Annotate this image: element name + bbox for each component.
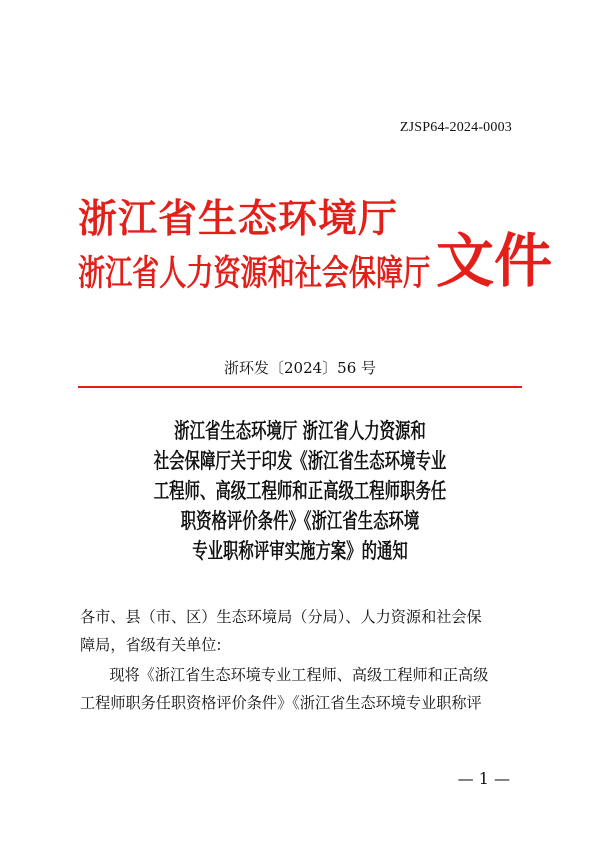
title-line: 浙江省生态环境厅 浙江省人力资源和 <box>174 419 426 443</box>
page-number: — 1 — <box>457 769 510 788</box>
title-line: 社会保障厅关于印发《浙江省生态环境专业 <box>153 449 447 473</box>
title-line: 工程师、高级工程师和正高级工程师职务任 <box>153 479 447 503</box>
body-line: 现将《浙江省生态环境专业工程师、高级工程师和正高级 <box>109 666 489 684</box>
title-line: 专业职称评审实施方案》的通知 <box>192 539 408 563</box>
document-number: 浙环发〔2024〕56 号 <box>223 359 377 377</box>
issuer-line-1: 浙江省生态环境厅 <box>78 197 399 242</box>
document-code: ZJSP64-2024-0003 <box>399 120 512 135</box>
issuer-line-2: 浙江省人力资源和社会保障厅 <box>78 254 431 294</box>
red-divider <box>78 386 522 388</box>
document-suffix: 文件 <box>436 227 553 295</box>
salutation-line: 障局，省级有关单位: <box>80 636 222 654</box>
document-title <box>0 416 600 566</box>
body-paragraph <box>80 661 530 717</box>
issuing-authority-header <box>78 188 553 308</box>
salutation-line: 各市、县（市、区）生态环境局（分局）、人力资源和社会保 <box>80 608 482 626</box>
salutation <box>80 603 530 659</box>
body-line: 工程师职务任职资格评价条件》《浙江省生态环境专业职称评 <box>80 694 482 712</box>
title-line: 职资格评价条件》《浙江省生态环境 <box>180 509 420 533</box>
